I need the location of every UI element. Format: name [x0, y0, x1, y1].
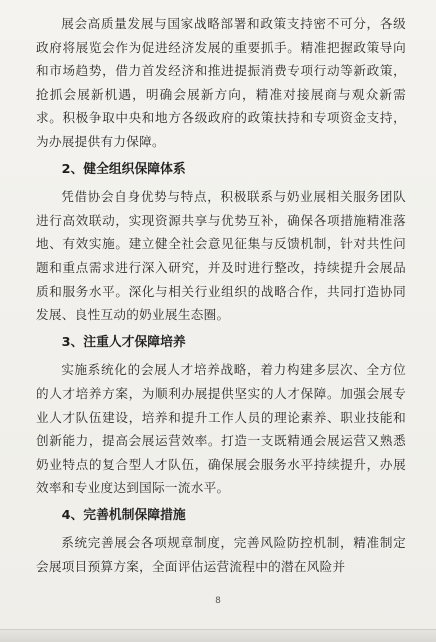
paragraph-talent: 实施系统化的会展人才培养战略，着力构建多层次、全方位的人才培养方案，为顺利办展提供坚实的人才保障。加强会展专业人才队伍建设，培养和提升工作人员的理论素养、职业技能和创新能力，提高会展运营效率。打造一支既精通会展运营又熟悉奶业特点的复合型人才队伍，确保展会服务水平持续提升，办展效率和专业度达到国际一流水平。	[36, 362, 406, 496]
document-body	[36, 12, 406, 579]
heading-organization: 2、健全组织保障体系	[61, 161, 186, 177]
paragraph-policy-support: 展会高质量发展与国家战略部署和政策支持密不可分，各级政府将展览会作为促进经济发展的重要抓手。精准把握政策导向和市场趋势，借力首发经济和推进提振消费专项行动等新政策，抢抓会展新机遇，明确会展新方向，精准对接展商与观众新需求。积极争取中央和地方各级政府的政策扶持和专项资金支持，为办展提供有力保障。	[36, 16, 406, 149]
heading-talent: 3、注重人才保障培养	[61, 334, 186, 350]
page-bottom-edge	[0, 629, 436, 642]
page-number: 8	[215, 596, 221, 606]
paragraph-mechanism: 系统完善展会各项规章制度，完善风险防控机制，精准制定会展项目预算方案，全面评估运营流程中的潜在风险并	[36, 535, 406, 575]
heading-mechanism: 4、完善机制保障措施	[61, 507, 186, 523]
paragraph-organization: 凭借协会自身优势与特点，积极联系与奶业展相关服务团队进行高效联动，实现资源共享与优势互补，确保各项措施精准落地、有效实施。建立健全社会意见征集与反馈机制，针对共性问题和重点需求进行深入研究，并及时进行整改，持续提升会展品质和服务水平。深化与相关行业组织的战略合作，共同打造协同发展、良性互动的奶业展生态圈。	[36, 189, 406, 323]
